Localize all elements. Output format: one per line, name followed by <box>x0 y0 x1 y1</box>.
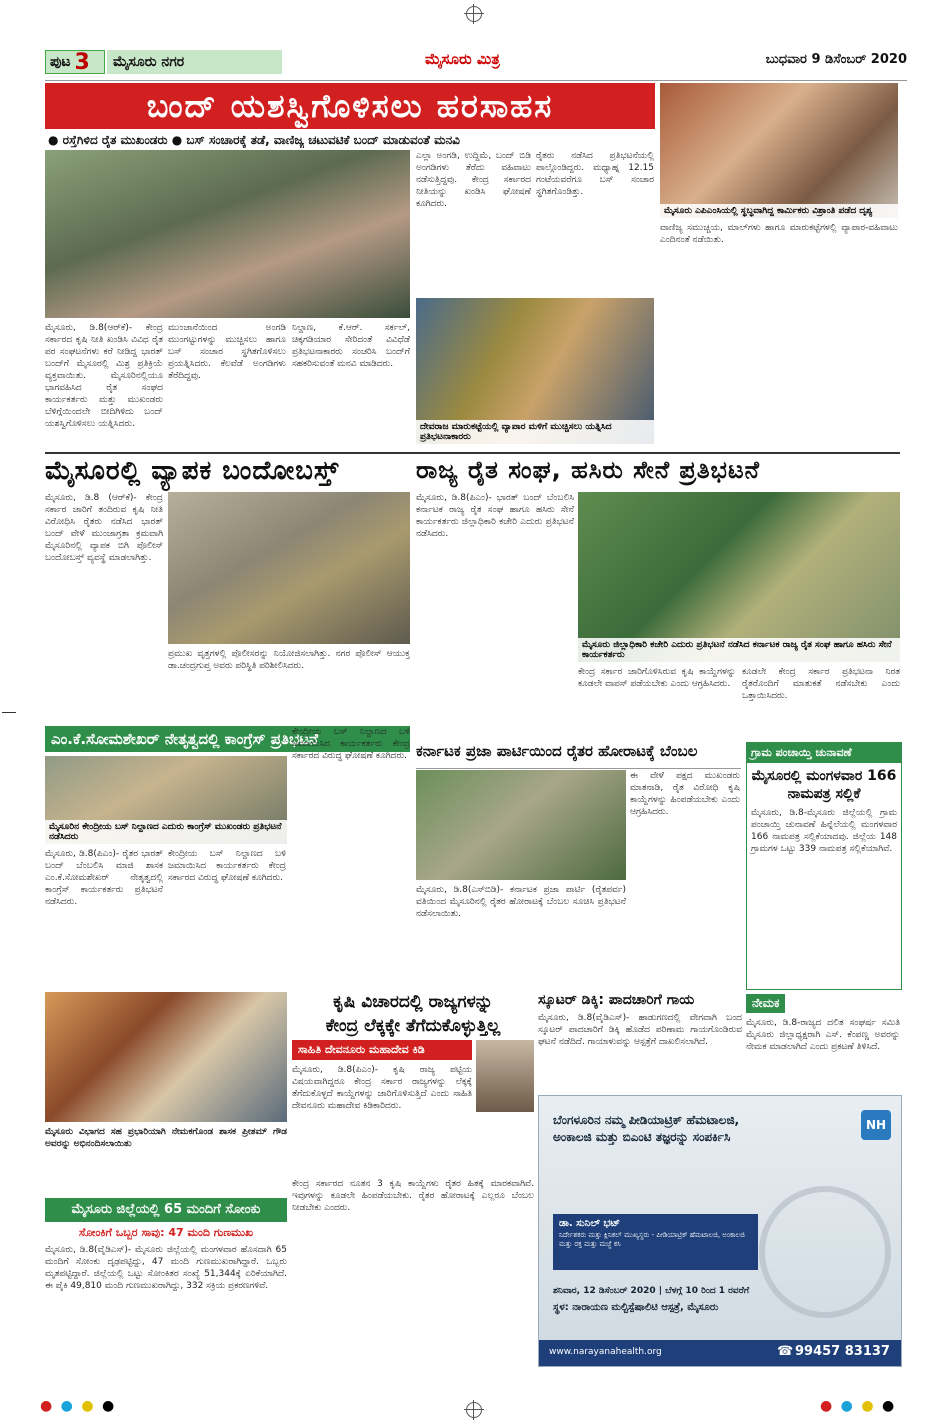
bjp-caption: ಮೈಸೂರು ವಿಭಾಗದ ಸಹ ಪ್ರಭಾರಿಯಾಗಿ ನೇಮಕಗೊಂಡ ಶಾಸಕ ಪ್ರೀತಮ್ ಗೌಡ ಅವರನ್ನು ಅಭಿನಂದಿಸಲಾಯಿತು <box>45 1127 287 1149</box>
congress-body-2: ಕೇಂದ್ರೀಯ ಬಸ್ ನಿಲ್ದಾಣದ ಬಳಿ ಜಮಾಯಿಸಿದ ಕಾರ್ಯಕರ್ತರು ಕೇಂದ್ರ ಸರ್ಕಾರದ ವಿರುದ್ಧ ಘೋಷಣೆ ಕೂಗಿದರು. <box>168 849 286 883</box>
ad-doctor-desc: ನಿರ್ದೇಶಕರು ಮತ್ತು ಕ್ಲಿನಿಕಲ್ ಮುಖ್ಯಸ್ಥರು - ಪೀಡಿಯಾಟ್ರಿಕ್ ಹೆಮಟಾಲಜಿ, ಅಂಕಾಲಜಿ ಮತ್ತು ರಕ್ತ ಮತ್ತು ಮಜ್ಜೆ ಕಸಿ <box>559 1231 745 1248</box>
gp-body: ಮೈಸೂರು, ಡಿ.8-ಮೈಸೂರು ಜಿಲ್ಲೆಯಲ್ಲಿ ಗ್ರಾಮ ಪಂಚಾಯ್ತಿ ಚುನಾವಣೆ ಹಿನ್ನೆಲೆಯಲ್ಲಿ ಮಂಗಳವಾರ 166 ನಾಮಪತ್ರ ಸಲ್ಲಿಕೆಯಾದವು. ಜಿಲ್ಲೆಯ 148 ಗ್ರಾಮಗಳ ಒಟ್ಟು 339 ನಾಮಪತ್ರ ಸಲ್ಲಿಕೆಯಾಗಿವೆ. <box>751 808 897 854</box>
kpp-photo <box>416 770 626 880</box>
nh-logo: NH <box>861 1110 891 1140</box>
ad-doctor-name: ಡಾ. ಸುನಿಲ್ ಭಟ್ <box>559 1218 621 1229</box>
corona-subhead: ಸೋಂಕಿಗೆ ಒಬ್ಬರ ಸಾವು: 47 ಮಂದಿ ಗುಣಮುಖ <box>79 1226 253 1239</box>
nemaka-body: ಮೈಸೂರು, ಡಿ.8-ರಾಜ್ಯದ ದಲಿತ ಸಂಘರ್ಷ ಸಮಿತಿ ಮೈಸೂರು ಜಿಲ್ಲಾಧ್ಯಕ್ಷರಾಗಿ ಎಸ್. ಕೆಂಪಣ್ಣ ಅವರನ್ನು ನೇಮಕ ಮಾಡಲಾಗಿದೆ ಎಂದು ಪ್ರಕಟಣೆ ತಿಳಿಸಿದೆ. <box>746 1018 900 1052</box>
kpp-body-2: ಈ ವೇಳೆ ಪಕ್ಷದ ಮುಖಂಡರು ಮಾತನಾಡಿ, ರೈತ ವಿರೋಧಿ ಕೃಷಿ ಕಾಯ್ದೆಗಳನ್ನು ಹಿಂಪಡೆಯಬೇಕು ಎಂದು ಆಗ್ರಹಿಸಿದರು. <box>630 771 740 817</box>
farmers-body: ಮೈಸೂರು, ಡಿ.8(ಪಿಎಂ)- ಭಾರತ್ ಬಂದ್ ಬೆಂಬಲಿಸಿ ಕರ್ನಾಟಕ ರಾಜ್ಯ ರೈತ ಸಂಘ ಹಾಗೂ ಹಸಿರು ಸೇನೆ ಕಾರ್ಯಕರ್ತರು ಜಿಲ್ಲಾಧಿಕಾರಿ ಕಚೇರಿ ಎದುರು ಪ್ರತಿಭಟನೆ ನಡೆಸಿದರು. <box>416 493 574 539</box>
security-photo <box>168 492 410 644</box>
lead-column-4: ಎಲ್ಲಾ ಅಂಗಡಿ, ಉದ್ದಿಮೆ, ಬಂದ್ ಬಿಡಿ ಅಂಗಡಿಗಳು ತೆರೆದು ವಹಿವಾಟು ನಡೆಸುತ್ತಿದ್ದವು. ಕೇಂದ್ರ ಸರ್ಕಾರದ ನೀತಿಯನ್ನು ಖಂಡಿಸಿ ಘೋಷಣೆ ಕೂಗಿದರು. <box>416 151 531 209</box>
scooter-headline: ಸ್ಕೂಟರ್ ಡಿಕ್ಕಿ: ಪಾದಚಾರಿಗೆ ಗಾಯ <box>538 992 695 1008</box>
ad-phone[interactable]: 99457 83137 <box>795 1344 890 1359</box>
agri-body: ಮೈಸೂರು, ಡಿ.8(ಪಿಎಂ)- ಕೃಷಿ ರಾಜ್ಯ ಪಟ್ಟಿಯ ವಿಷಯವಾಗಿದ್ದರೂ ಕೇಂದ್ರ ಸರ್ಕಾರ ರಾಜ್ಯಗಳನ್ನು ಲೆಕ್ಕಕ್ಕೆ ತೆಗೆದುಕೊಳ್ಳದೆ ಕಾಯ್ದೆಗಳನ್ನು ಜಾರಿಗೊಳಿಸುತ್ತಿದೆ ಎಂದು ಸಾಹಿತಿ ದೇವನೂರು ಮಹಾದೇವ ಕಿಡಿಕಾರಿದರು. <box>292 1065 472 1111</box>
congress-photo <box>45 756 287 844</box>
section-name: ಮೈಸೂರು ನಗರ <box>107 50 282 74</box>
nemaka-box <box>746 992 900 1090</box>
agri-body-2: ಕೇಂದ್ರ ಸರ್ಕಾರದ ನೂತನ 3 ಕೃಷಿ ಕಾಯ್ದೆಗಳು ರೈತರ ಹಿತಕ್ಕೆ ಮಾರಕವಾಗಿವೆ. ಇವುಗಳನ್ನು ಕೂಡಲೇ ಹಿಂಪಡೆಯಬೇಕು. ರೈತರ ಹೋರಾಟಕ್ಕೆ ಎಲ್ಲರೂ ಬೆಂಬಲ ನೀಡಬೇಕು ಎಂದರು. <box>292 1179 534 1213</box>
market-protest-photo <box>416 298 654 444</box>
newspaper-name: ಮೈಸೂರು ಮಿತ್ರ <box>425 50 500 68</box>
apmc-photo <box>660 83 898 218</box>
lead-subhead: ● ರಸ್ತೆಗಿಳಿದ ರೈತ ಮುಖಂಡರು ● ಬಸ್ ಸಂಚಾರಕ್ಕೆ ತಡೆ, ವಾಣಿಜ್ಯ ಚಟುವಟಿಕೆ ಬಂದ್ ಮಾಡುವಂತೆ ಮನವಿ <box>48 133 460 147</box>
gp-headline: ಮೈಸೂರಲ್ಲಿ ಮಂಗಳವಾರ 166 ನಾಮಪತ್ರ ಸಲ್ಲಿಕೆ <box>751 768 897 802</box>
stethoscope-icon <box>759 1186 891 1318</box>
ad-doctor-card <box>553 1214 758 1270</box>
security-body-2: ಪ್ರಮುಖ ವೃತ್ತಗಳಲ್ಲಿ ಪೊಲೀಸರನ್ನು ನಿಯೋಜಿಸಲಾಗಿತ್ತು. ನಗರ ಪೊಲೀಸ್ ಆಯುಕ್ತ ಡಾ.ಚಂದ್ರಗುಪ್ತ ಅವರು ಪರಿಸ್ಥಿತಿ ಪರಿಶೀಲಿಸಿದರು. <box>168 649 410 671</box>
registration-mark-top <box>466 6 482 22</box>
congress-body-3: ಕೇಂದ್ರೀಯ ಬಸ್ ನಿಲ್ದಾಣದ ಬಳಿ ಜಮಾಯಿಸಿದ ಕಾರ್ಯಕರ್ತರು ಕೇಂದ್ರ ಸರ್ಕಾರದ ವಿರುದ್ಧ ಘೋಷಣೆ ಕೂಗಿದರು. <box>292 727 410 761</box>
congress-body: ಮೈಸೂರು, ಡಿ.8(ಪಿಎಂ)- ರೈತರ ಭಾರತ್ ಬಂದ್ ಬೆಂಬಲಿಸಿ ಮಾಜಿ ಶಾಸಕ ಎಂ.ಕೆ.ಸೋಮಶೇಖರ್ ನೇತೃತ್ವದಲ್ಲಿ ಕಾಂಗ್ರೆಸ್ ಕಾರ್ಯಕರ್ತರು ಪ್ರತಿಭಟನೆ ನಡೆಸಿದರು. <box>45 849 163 907</box>
issue-date: ಬುಧವಾರ 9 ಡಿಸೆಂಬರ್ 2020 <box>765 52 907 67</box>
photo-caption: ಮೈಸೂರು ಎಪಿಎಂಸಿಯಲ್ಲಿ ಸ್ಥಬ್ಧವಾಗಿದ್ದ ಕಾರ್ಮಿಕರು ವಿಶ್ರಾಂತಿ ಪಡೆದ ದೃಶ್ಯ <box>660 204 898 218</box>
nemaka-tag: ನೇಮಕ <box>746 994 785 1013</box>
security-headline: ಮೈಸೂರಲ್ಲಿ ವ್ಯಾಪಕ ಬಂದೋಬಸ್ತ್ <box>45 456 340 486</box>
page-label: ಪುಟ <box>50 54 71 70</box>
page-number-box <box>45 50 105 74</box>
lead-column-1: ಮೈಸೂರು, ಡಿ.8(ಆರ್‌ಕೆ)- ಕೇಂದ್ರ ಸರ್ಕಾರದ ಕೃಷಿ ನೀತಿ ಖಂಡಿಸಿ ವಿವಿಧ ರೈತ ಪರ ಸಂಘಟನೆಗಳು ಕರೆ ನೀಡಿದ್ದ ಭಾರತ್ ಬಂದ್‌ಗೆ ಮೈಸೂರಲ್ಲಿ ಮಿಶ್ರ ಪ್ರತಿಕ್ರಿಯೆ ವ್ಯಕ್ತವಾಯಿತು. ಮೈಸೂರಿನಲ್ಲಿಯೂ ಭಾಗವಹಿಸಿದ ರೈತ ಸಂಘದ ಕಾರ್ಯಕರ್ತರು ಮತ್ತು ಮುಖಂಡರು ಬೆಳಿಗ್ಗೆಯಿಂದಲೇ ಬೀದಿಗಿಳಿದು ಬಂದ್ ಯಶಸ್ವಿಗೊಳಿಸಲು ಯತ್ನಿಸಿದರು. <box>45 323 163 429</box>
agri-byline: ಸಾಹಿತಿ ದೇವನೂರು ಮಹಾದೇವ ಕಿಡಿ <box>292 1040 472 1060</box>
ad-where: ಸ್ಥಳ: ನಾರಾಯಣ ಮಲ್ಟಿಸ್ಪೆಷಾಲಿಟಿ ಆಸ್ಪತ್ರೆ, ಮೈಸೂರು <box>553 1302 719 1313</box>
corona-body: ಮೈಸೂರು, ಡಿ.8(ವೈಡಿಎಸ್)- ಮೈಸೂರು ಜಿಲ್ಲೆಯಲ್ಲಿ ಮಂಗಳವಾರ ಹೊಸದಾಗಿ 65 ಮಂದಿಗೆ ಸೋಂಕು ದೃಢಪಟ್ಟಿದ್ದು, 47 ಮಂದಿ ಗುಣಮುಖರಾಗಿದ್ದಾರೆ. ಒಬ್ಬರು ಮೃತಪಟ್ಟಿದ್ದಾರೆ. ಜಿಲ್ಲೆಯಲ್ಲಿ ಒಟ್ಟು ಸೋಂಕಿತರ ಸಂಖ್ಯೆ 51,344ಕ್ಕೆ ಏರಿಕೆಯಾಗಿದೆ. ಈ ಪೈಕಿ 49,810 ಮಂದಿ ಗುಣಮುಖರಾಗಿದ್ದು, 332 ಸಕ್ರಿಯ ಪ್ರಕರಣಗಳಿವೆ. <box>45 1245 287 1291</box>
lead-protest-photo <box>45 150 410 318</box>
gp-box <box>746 742 902 990</box>
devanur-portrait <box>476 1040 534 1112</box>
lead-column-6: ವಾಣಿಜ್ಯ ಸಮುಚ್ಚಯ, ಮಾಲ್‌ಗಳು ಹಾಗೂ ಮಾರುಕಟ್ಟೆಗಳಲ್ಲಿ ವ್ಯಾಪಾರ-ವಹಿವಾಟು ಎಂದಿನಂತೆ ನಡೆಯಿತು. <box>660 223 898 245</box>
kpp-body: ಮೈಸೂರು, ಡಿ.8(ಎಸ್‌ಬಿಡಿ)- ಕರ್ನಾಟಕ ಪ್ರಜಾ ಪಾರ್ಟಿ (ರೈತಪರ್ವ) ವತಿಯಿಂದ ಮೈಸೂರಿನಲ್ಲಿ ರೈತರ ಹೋರಾಟಕ್ಕೆ ಬೆಂಬಲ ಸೂಚಿಸಿ ಪ್ರತಿಭಟನೆ ನಡೆಸಲಾಯಿತು. <box>416 885 626 919</box>
lead-column-3: ನಿಲ್ದಾಣ, ಕೆ.ಆರ್. ಸರ್ಕಲ್, ಚಿಕ್ಕಗಡಿಯಾರ ಸೇರಿದಂತೆ ವಿವಿಧೆಡೆ ಪ್ರತಿಭಟನಾಕಾರರು ಸಂಚರಿಸಿ ಬಂದ್‌ಗೆ ಸಹಕರಿಸುವಂತೆ ಮನವಿ ಮಾಡಿದರು. <box>292 323 410 369</box>
divider <box>45 452 900 454</box>
lead-column-2: ಮುಂಜಾನೆಯಿಂದ ಅಂಗಡಿ ಮುಂಗಟ್ಟುಗಳನ್ನು ಮುಚ್ಚಿಸಲು ಹಾಗೂ ಬಸ್ ಸಂಚಾರ ಸ್ಥಗಿತಗೊಳಿಸಲು ಪ್ರಯತ್ನಿಸಿದರು. ಕೆಲವೆಡೆ ಅಂಗಡಿಗಳು ತೆರೆದಿದ್ದವು. <box>168 323 286 381</box>
kpp-headline: ಕರ್ನಾಟಕ ಪ್ರಜಾ ಪಾರ್ಟಿಯಿಂದ ರೈತರ ಹೋರಾಟಕ್ಕೆ ಬೆಂಬಲ <box>416 742 741 769</box>
page-number: 3 <box>74 49 90 75</box>
photo-caption: ಮೈಸೂರಿನ ಕೇಂದ್ರೀಯ ಬಸ್ ನಿಲ್ದಾಣದ ಎದುರು ಕಾಂಗ್ರೆಸ್ ಮುಖಂಡರು ಪ್ರತಿಭಟನೆ ನಡೆಸಿದರು <box>45 820 287 844</box>
congress-headline: ಎಂ.ಕೆ.ಸೋಮಶೇಖರ್ ನೇತೃತ್ವದಲ್ಲಿ ಕಾಂಗ್ರೆಸ್ ಪ್ರತಿಭಟನೆ <box>45 726 410 752</box>
photo-caption: ಮೈಸೂರು ಜಿಲ್ಲಾಧಿಕಾರಿ ಕಚೇರಿ ಎದುರು ಪ್ರತಿಭಟನೆ ನಡೆಸಿದ ಕರ್ನಾಟಕ ರಾಜ್ಯ ರೈತ ಸಂಘ ಹಾಗೂ ಹಸಿರು ಸೇನೆ ಕಾರ್ಯಕರ್ತರು <box>578 638 900 662</box>
ad-footer <box>539 1340 901 1366</box>
color-bar-left: ● ● ● ● <box>40 1398 117 1414</box>
masthead <box>45 46 907 81</box>
farmers-body-2: ಕೇಂದ್ರ ಸರ್ಕಾರ ಜಾರಿಗೊಳಿಸಿರುವ ಕೃಷಿ ಕಾಯ್ದೆಗಳನ್ನು ಕೂಡಲೇ ವಾಪಸ್ ಪಡೆಯಬೇಕು ಎಂದು ಆಗ್ರಹಿಸಿದರು. <box>578 667 736 689</box>
ad-url[interactable]: www.narayanahealth.org <box>549 1347 662 1357</box>
color-bar-right: ● ● ● ● <box>820 1398 897 1414</box>
phone-icon: ☎ <box>777 1344 794 1359</box>
gp-tag: ಗ್ರಾಮ ಪಂಚಾಯ್ತಿ ಚುನಾವಣೆ <box>747 743 901 763</box>
farmers-body-3: ಕೂಡಲೇ ಕೇಂದ್ರ ಸರ್ಕಾರ ಪ್ರತಿಭಟನಾ ನಿರತ ರೈತರೊಂದಿಗೆ ಮಾತುಕತೆ ನಡೆಸಬೇಕು ಎಂದು ಒತ್ತಾಯಿಸಿದರು. <box>742 667 900 701</box>
agri-headline-1: ಕೃಷಿ ವಿಚಾರದಲ್ಲಿ ರಾಜ್ಯಗಳನ್ನು <box>333 992 493 1012</box>
security-body: ಮೈಸೂರು, ಡಿ.8 (ಆರ್‌ಕೆ)- ಕೇಂದ್ರ ಸರ್ಕಾರ ಜಾರಿಗೆ ತಂದಿರುವ ಕೃಷಿ ನೀತಿ ವಿರೋಧಿಸಿ ರೈತರು ನಡೆಸಿದ ಭಾರತ್ ಬಂದ್ ವೇಳೆ ಮುಂಜಾಗ್ರತಾ ಕ್ರಮವಾಗಿ ಮೈಸೂರಿನಲ್ಲಿ ವ್ಯಾಪಕ ಬಿಗಿ ಪೊಲೀಸ್ ಬಂದೋಬಸ್ತ್ ವ್ಯವಸ್ಥೆ ಮಾಡಲಾಗಿತ್ತು. <box>45 493 163 563</box>
lead-headline: ಬಂದ್ ಯಶಸ್ವಿಗೊಳಿಸಲು ಹರಸಾಹಸ <box>45 83 655 129</box>
margin-tick <box>2 712 16 713</box>
ad-title: ಬೆಂಗಳೂರಿನ ನಮ್ಮ ಪೀಡಿಯಾಟ್ರಿಕ್ ಹೆಮಟಾಲಜಿ, ಅಂಕಾಲಜಿ ಮತ್ತು ಬಿಎಂಟಿ ತಜ್ಞರನ್ನು ಸಂಪರ್ಕಿಸಿ <box>553 1113 740 1144</box>
agri-headline-2: ಕೇಂದ್ರ ಲೆಕ್ಕಕ್ಕೇ ತೆಗೆದುಕೊಳ್ಳುತ್ತಿಲ್ಲ <box>325 1016 501 1036</box>
lead-column-5: ರೈತರು ನಡೆಸಿದ ಪ್ರತಿಭಟನೆಯಲ್ಲಿ ಪಾಲ್ಗೊಂಡಿದ್ದರು. ಮಧ್ಯಾಹ್ನ 12.15 ಗಂಟೆಯವರೆಗೂ ಬಸ್ ಸಂಚಾರ ಸ್ಥಗಿತಗೊಂಡಿತ್ತು. <box>536 151 654 197</box>
bjp-photo <box>45 992 287 1122</box>
ad-when: ಶನಿವಾರ, 12 ಡಿಸೆಂಬರ್ 2020 | ಬೆಳಗ್ಗೆ 10 ರಿಂದ 1 ರವರೆಗೆ <box>553 1286 750 1296</box>
corona-headline: ಮೈಸೂರು ಜಿಲ್ಲೆಯಲ್ಲಿ 65 ಮಂದಿಗೆ ಸೋಂಕು <box>45 1198 287 1222</box>
registration-mark-bottom <box>466 1402 482 1418</box>
farmers-headline: ರಾಜ್ಯ ರೈತ ಸಂಘ, ಹಸಿರು ಸೇನೆ ಪ್ರತಿಭಟನೆ <box>416 456 760 484</box>
scooter-body: ಮೈಸೂರು, ಡಿ.8(ವೈಡಿಎಸ್)- ಹಾಡುಗಣದಲ್ಲಿ ವೇಗವಾಗಿ ಬಂದ ಸ್ಕೂಟರ್ ಪಾದಚಾರಿಗೆ ಡಿಕ್ಕಿ ಹೊಡೆದ ಪರಿಣಾಮ ಗಾಯಗೊಂಡಿರುವ ಘಟನೆ ನಡೆದಿದೆ. ಗಾಯಾಳುವನ್ನು ಆಸ್ಪತ್ರೆಗೆ ದಾಖಲಿಸಲಾಗಿದೆ. <box>538 1013 742 1047</box>
farmers-photo <box>578 492 900 662</box>
photo-caption: ದೇವರಾಜ ಮಾರುಕಟ್ಟೆಯಲ್ಲಿ ವ್ಯಾಪಾರ ಮಳಿಗೆ ಮುಚ್ಚಿಸಲು ಯತ್ನಿಸಿದ ಪ್ರತಿಭಟನಾಕಾರರು <box>416 420 654 444</box>
hospital-ad[interactable] <box>538 1095 902 1367</box>
